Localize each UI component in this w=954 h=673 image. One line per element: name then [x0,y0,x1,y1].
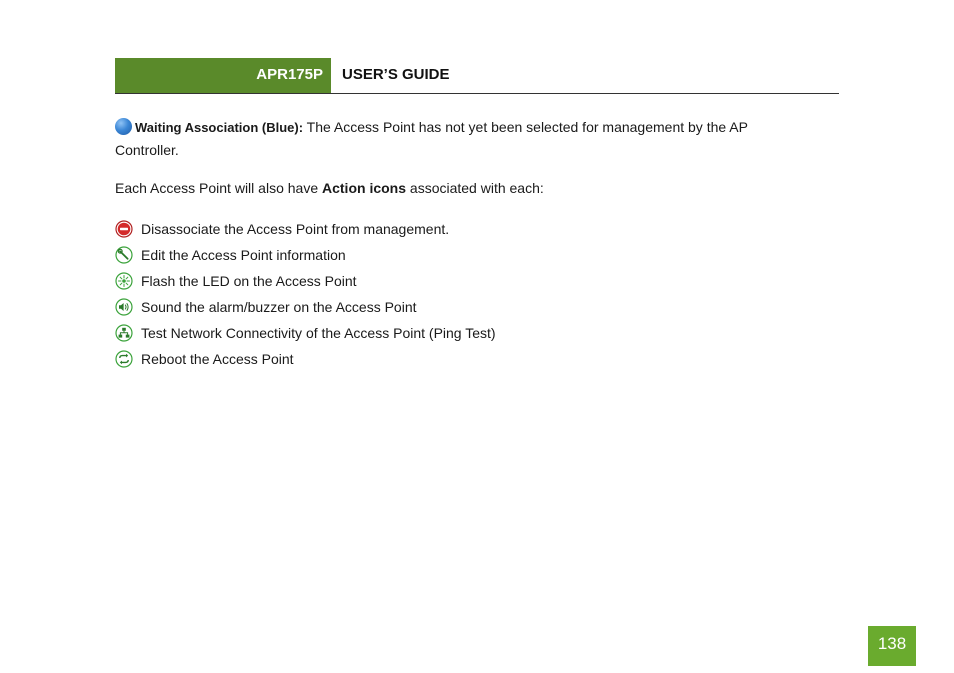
action-label: Edit the Access Point information [141,247,346,263]
status-description-paragraph [115,116,805,161]
guide-title: USER’S GUIDE [342,66,450,83]
action-label: Disassociate the Access Point from management. [141,221,450,237]
reboot-icon [115,350,133,368]
action-item-ping-test [115,320,496,346]
page-number: 138 [877,634,907,653]
status-title: Waiting Association (Blue): [135,120,304,135]
model-name: APR175P [256,66,323,83]
action-label: Test Network Connectivity of the Access Point (Ping Test) [141,325,496,341]
action-item-flash-led [115,268,496,294]
edit-wrench-icon [115,246,133,264]
header-model-band [115,58,331,93]
status-description: The Access Point has not yet been selected for management by the AP Controller. [115,119,748,158]
action-label: Reboot the Access Point [141,351,294,367]
action-item-disassociate [115,216,496,242]
action-item-edit [115,242,496,268]
action-icons-intro [115,177,544,199]
flash-led-icon [115,272,133,290]
intro-text-after: associated with each: [406,180,544,196]
disassociate-icon [115,220,133,238]
action-item-sound-alarm [115,294,496,320]
blue-status-dot-icon [115,118,132,135]
intro-text-before: Each Access Point will also have [115,180,322,196]
sound-alarm-icon [115,298,133,316]
intro-text-bold: Action icons [322,180,407,196]
header-divider [115,93,839,94]
action-icons-list [115,216,496,372]
action-item-reboot [115,346,496,372]
action-label: Flash the LED on the Access Point [141,273,357,289]
ping-test-network-icon [115,324,133,342]
action-label: Sound the alarm/buzzer on the Access Point [141,299,417,315]
page-number-box [868,626,916,666]
